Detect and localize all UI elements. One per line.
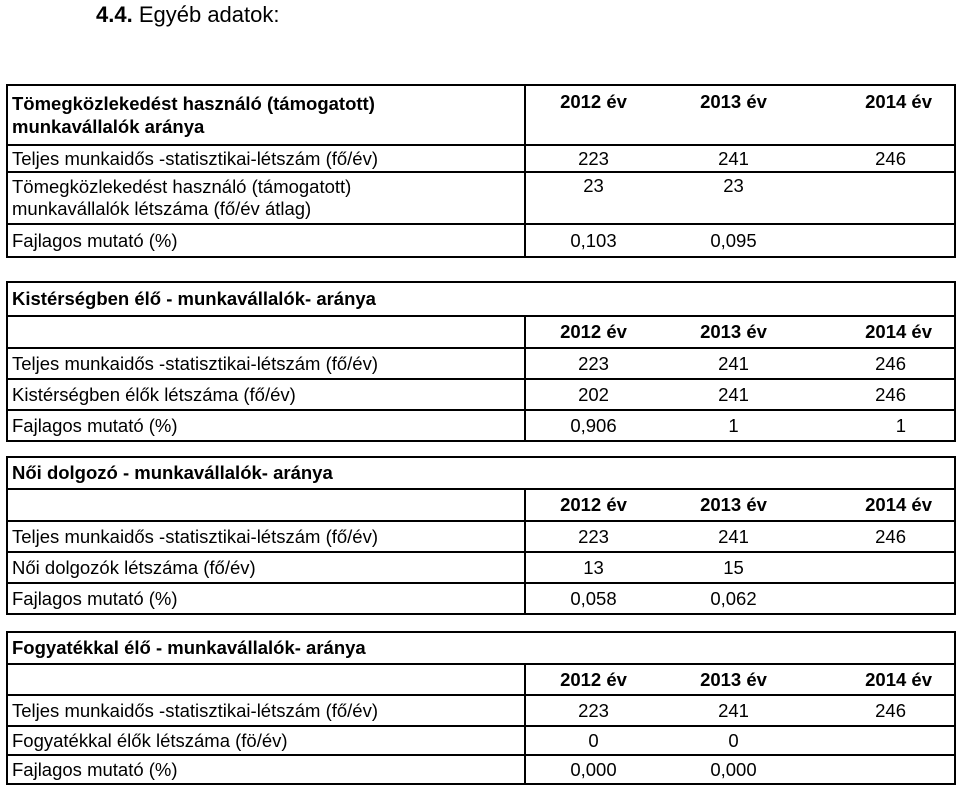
table-row	[6, 584, 956, 615]
table-row	[6, 349, 956, 380]
year-header: 2014 év	[806, 86, 956, 144]
row-label: Teljes munkaidős -statisztikai-létszám (fő/év)	[6, 146, 526, 171]
table-header-row	[6, 490, 956, 522]
header-blank-cell	[6, 665, 526, 694]
row-label: Teljes munkaidős -statisztikai-létszám (fő/év)	[6, 522, 526, 551]
row-label: Fajlagos mutató (%)	[6, 584, 526, 613]
table-row	[6, 553, 956, 584]
table-row	[6, 756, 956, 785]
header-blank-cell	[6, 317, 526, 347]
table-title: Női dolgozó - munkavállalók- aránya	[6, 458, 956, 488]
row-value: 0	[588, 729, 599, 751]
table-header-row	[6, 665, 956, 696]
year-header: 2013 év	[700, 321, 767, 342]
row-value: 246	[806, 522, 956, 551]
table-title-row	[6, 456, 956, 490]
table-header-row	[6, 84, 956, 146]
year-header: 2014 év	[806, 665, 956, 694]
year-header: 2013 év	[700, 91, 767, 112]
row-value: 241	[718, 147, 749, 169]
section-number: 4.4.	[96, 2, 133, 27]
row-value: 246	[806, 146, 956, 171]
section-title: Egyéb adatok	[138, 2, 274, 27]
row-value: 223	[578, 147, 609, 169]
year-header: 2012 év	[560, 668, 627, 690]
row-value: 241	[718, 352, 749, 374]
row-label	[6, 173, 526, 223]
table-title-line2: munkavállalók aránya	[12, 116, 205, 137]
row-value: 202	[578, 383, 609, 405]
row-value	[806, 173, 956, 223]
table-local-residents	[6, 281, 956, 442]
row-label: Női dolgozók létszáma (fő/év)	[6, 553, 526, 582]
table-row	[6, 225, 956, 258]
row-value	[806, 225, 956, 256]
year-header: 2012 év	[560, 321, 627, 342]
year-header: 2014 év	[806, 490, 956, 520]
row-value: 223	[578, 699, 609, 721]
row-label-line2: munkavállalók létszáma (fő/év átlag)	[12, 198, 312, 219]
row-value: 223	[578, 352, 609, 374]
row-label: Fajlagos mutató (%)	[6, 225, 526, 256]
row-value: 246	[806, 696, 956, 725]
year-header: 2012 év	[560, 91, 627, 112]
row-label-line1: Tömegközlekedést használó (támogatott)	[12, 176, 352, 197]
row-value: 1	[728, 414, 739, 436]
table-row	[6, 696, 956, 727]
table-row	[6, 146, 956, 173]
row-value: 241	[718, 383, 749, 405]
row-value: 13	[583, 556, 604, 578]
row-value: 0,103	[570, 229, 617, 251]
table-title: Kistérségben élő - munkavállalók- aránya	[6, 283, 956, 315]
row-value: 0,095	[710, 229, 757, 251]
year-header: 2014 év	[806, 317, 956, 347]
table-female-employees	[6, 456, 956, 615]
row-value: 0,058	[570, 587, 617, 609]
row-value: 0	[728, 729, 739, 751]
row-label: Fogyatékkal élők létszáma (fö/év)	[6, 727, 526, 754]
row-value: 15	[723, 556, 744, 578]
row-value: 0,062	[710, 587, 757, 609]
row-value: 0,000	[570, 758, 617, 780]
year-header: 2013 év	[700, 494, 767, 515]
row-label: Kistérségben élők létszáma (fő/év)	[6, 380, 526, 409]
row-value	[806, 756, 956, 783]
table-title-row	[6, 281, 956, 317]
header-blank-cell	[6, 490, 526, 520]
table-row	[6, 173, 956, 225]
table-row	[6, 522, 956, 553]
table-title-line1: Tömegközlekedést használó (támogatott)	[12, 93, 375, 114]
row-label: Fajlagos mutató (%)	[6, 756, 526, 783]
row-value: 246	[806, 349, 956, 378]
year-header: 2012 év	[560, 494, 627, 515]
table-title	[6, 86, 526, 144]
table-row	[6, 380, 956, 411]
row-label: Teljes munkaidős -statisztikai-létszám (fő/év)	[6, 349, 526, 378]
row-value: 0,906	[570, 414, 617, 436]
table-header-row	[6, 317, 956, 349]
table-title-row	[6, 631, 956, 665]
row-value: 246	[806, 380, 956, 409]
row-value: 0,000	[710, 758, 757, 780]
row-value: 23	[723, 175, 744, 196]
row-label: Fajlagos mutató (%)	[6, 411, 526, 440]
table-row	[6, 727, 956, 756]
row-label: Teljes munkaidős -statisztikai-létszám (fő/év)	[6, 696, 526, 725]
row-value	[806, 584, 956, 613]
row-value: 223	[578, 525, 609, 547]
row-value: 241	[718, 525, 749, 547]
table-title: Fogyatékkal élő - munkavállalók- aránya	[6, 633, 956, 663]
section-heading	[96, 2, 280, 28]
section-colon: :	[273, 2, 280, 27]
row-value	[806, 553, 956, 582]
row-value: 23	[583, 175, 604, 196]
table-disabled-employees	[6, 631, 956, 785]
table-row	[6, 411, 956, 442]
row-value	[806, 727, 956, 754]
row-value: 241	[718, 699, 749, 721]
table-transit-commuters	[6, 84, 956, 258]
row-value: 1	[806, 411, 956, 440]
year-header: 2013 év	[700, 668, 767, 690]
